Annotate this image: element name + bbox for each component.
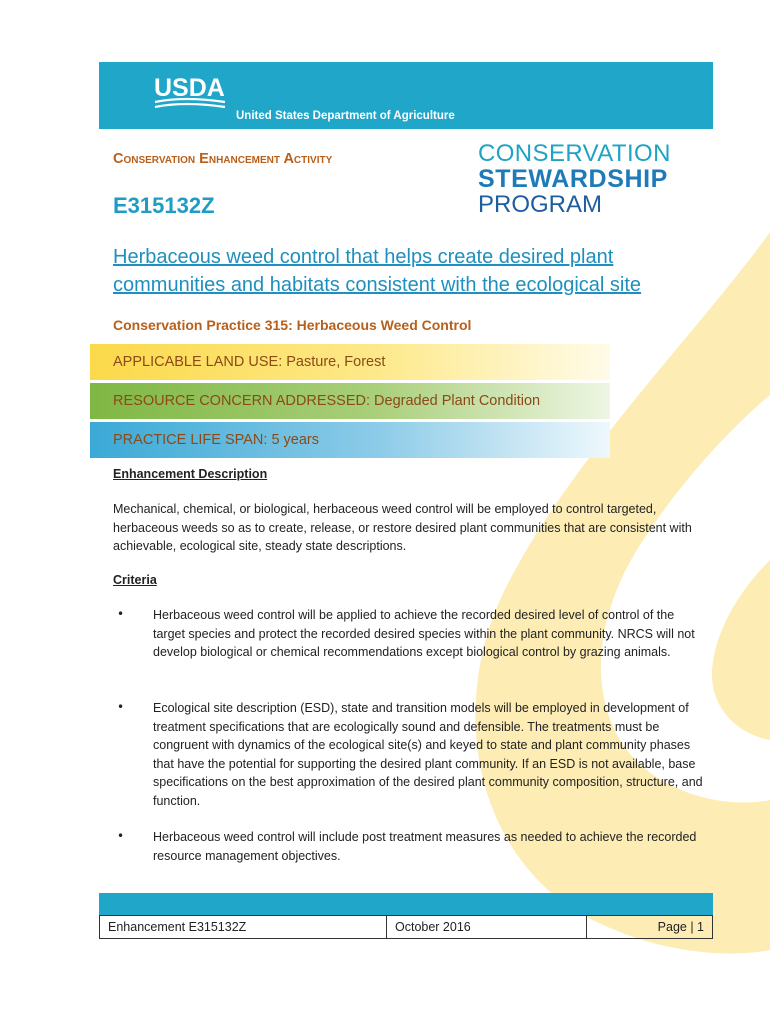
csp-program-logo <box>478 142 671 217</box>
csp-logo-line-3: PROGRAM <box>478 191 603 218</box>
department-name: United States Department of Agriculture <box>236 110 455 122</box>
footer-date: October 2016 <box>387 916 587 938</box>
bullet-icon: • <box>117 829 125 843</box>
resource-concern-band: RESOURCE CONCERN ADDRESSED: Degraded Plant Condition <box>90 383 610 419</box>
usda-header-banner <box>99 62 713 129</box>
criteria-item: Herbaceous weed control will include post treatment measures as needed to achieve the recorded resource management objectives. <box>153 830 697 863</box>
csp-logo-line-2: STEWARDSHIP <box>478 165 668 193</box>
land-use-band: APPLICABLE LAND USE: Pasture, Forest <box>90 344 610 380</box>
watermark-drop-inner <box>712 560 770 740</box>
footer-page-number: Page | 1 <box>657 920 704 934</box>
bullet-icon: • <box>117 607 125 621</box>
usda-logo-text: USDA <box>154 74 225 102</box>
footer-color-bar <box>99 893 713 915</box>
activity-code: E315132Z <box>113 193 215 218</box>
footer-table <box>99 915 713 939</box>
footer-enhancement-code: Enhancement E315132Z <box>100 916 387 938</box>
life-span-band: PRACTICE LIFE SPAN: 5 years <box>90 422 610 458</box>
criteria-heading: Criteria <box>113 573 157 587</box>
conservation-practice: Conservation Practice 315: Herbaceous Weed Control <box>113 317 472 333</box>
csp-logo-line-1: CONSERVATION <box>478 140 671 167</box>
criteria-item: Herbaceous weed control will be applied to achieve the recorded desired level of control of the target species and protect the recorded desired species within the plant community. NRCS will not develop biological or chemical recommendations except biological control by grazing animals. <box>153 608 695 659</box>
activity-label: Conservation Enhancement Activity <box>113 151 333 167</box>
description-heading: Enhancement Description <box>113 467 268 481</box>
usda-logo-swoosh-2 <box>155 104 225 107</box>
description-body: Mechanical, chemical, or biological, herbaceous weed control will be employed to control targeted, herbaceous weeds so as to create, release, or restore desired plant communities that are consistent with achievable, ecological site, steady state descriptions. <box>113 502 692 553</box>
enhancement-title: Herbaceous weed control that helps create desired plant communities and habitats consistent with the ecological site <box>113 246 642 296</box>
criteria-item: Ecological site description (ESD), state and transition models will be employed in development of treatment specifications that are ecologically sound and defensible. The treatments must be congruent with dynamics of the ecological site(s) and keyed to state and plant community phases that have the potential for supporting the desired plant community. If an ESD is not available, base specifications on the best approximation of the desired plant community composition, structure, and function. <box>153 701 703 808</box>
usda-logo <box>154 72 226 112</box>
bullet-icon: • <box>117 700 125 714</box>
